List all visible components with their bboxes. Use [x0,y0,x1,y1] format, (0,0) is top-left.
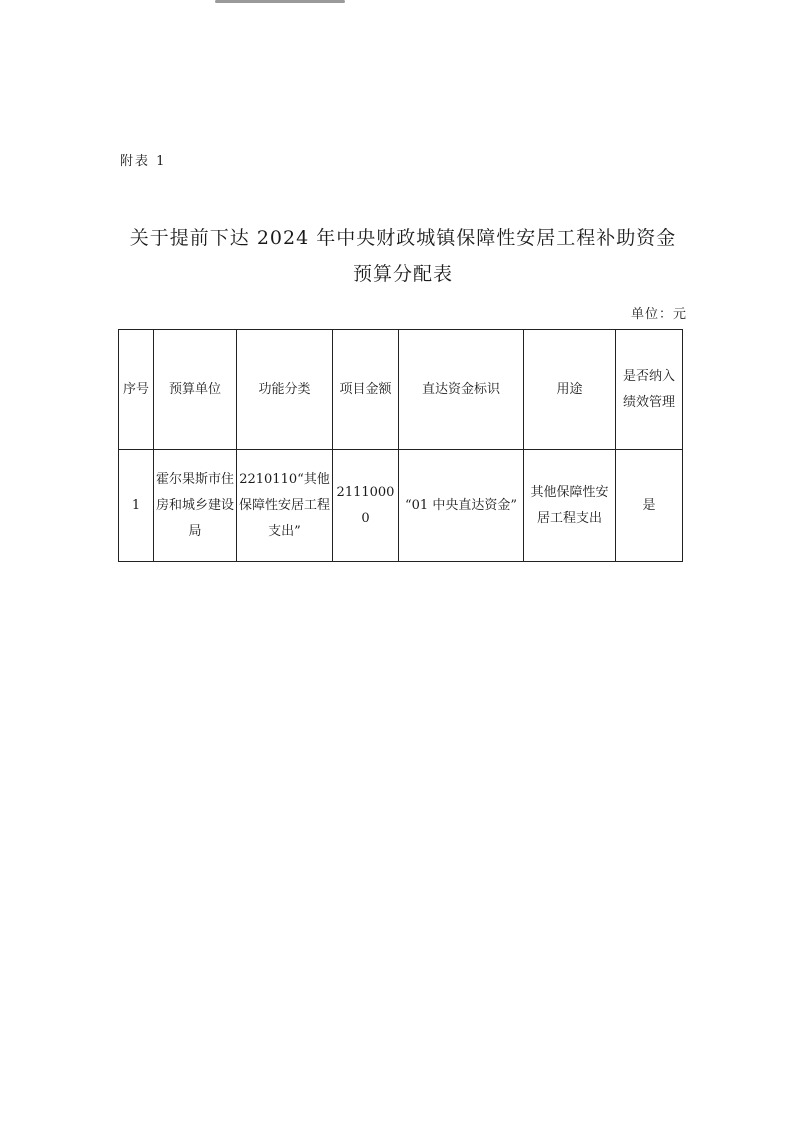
cell-seq: 1 [119,450,154,562]
attachment-label: 附表 1 [120,154,167,169]
document-title [90,220,716,292]
header-direct-fund-mark: 直达资金标识 [399,330,524,450]
cell-budget-unit: 霍尔果斯市住房和城乡建设局 [154,450,237,562]
header-project-amount: 项目金额 [333,330,399,450]
title-line-2: 预算分配表 [352,263,453,285]
unit-label: 单位：元 [630,307,687,322]
budget-allocation-table [118,329,683,562]
cell-project-amount: 21110000 [333,450,399,562]
cell-performance-mgmt: 是 [616,450,683,562]
table-header-row [119,330,683,450]
cell-purpose: 其他保障性安居工程支出 [524,450,616,562]
cell-function-class: 2210110“其他保障性安居工程支出” [237,450,333,562]
cell-direct-fund-mark: “01 中央直达资金” [399,450,524,562]
header-seq: 序号 [119,330,154,450]
header-purpose: 用途 [524,330,616,450]
header-performance-mgmt: 是否纳入绩效管理 [616,330,683,450]
header-function-class: 功能分类 [237,330,333,450]
header-budget-unit: 预算单位 [154,330,237,450]
table-row [119,450,683,562]
title-line-1: 关于提前下达 2024 年中央财政城镇保障性安居工程补助资金 [129,227,677,249]
scan-edge-mark [215,0,345,3]
